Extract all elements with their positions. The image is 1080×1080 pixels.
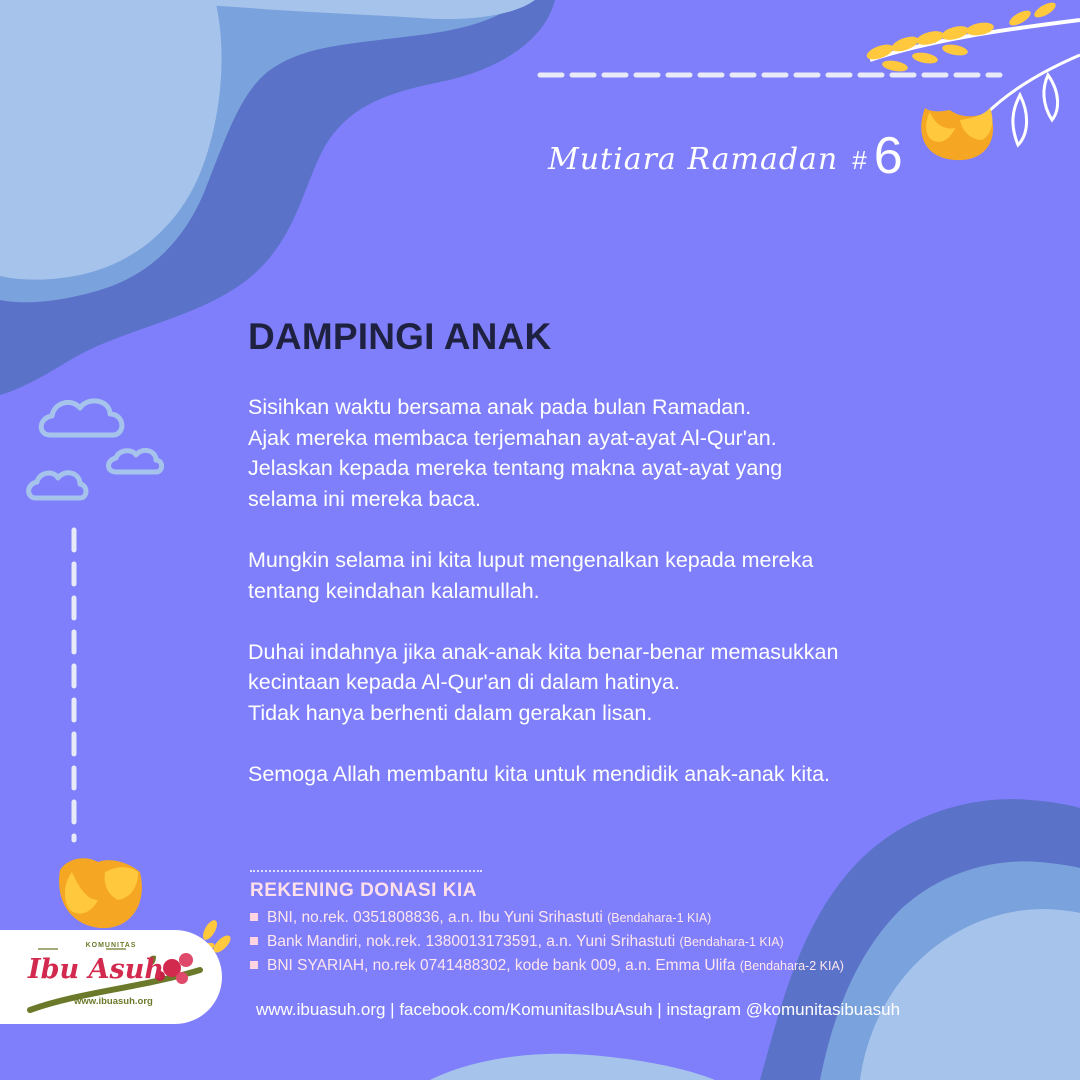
donation-account-text: Bank Mandiri, nok.rek. 1380013173591, a.n. Yuni Srihastuti [267,933,676,950]
article-line: Semoga Allah membantu kita untuk mendidik anak-anak kita. [248,762,831,787]
article-line: Mungkin selama ini kita luput mengenalkan kepada mereka [248,547,814,572]
article-line: Duhai indahnya jika anak-anak kita benar-benar memasukkan [248,639,839,664]
blob-bottom-center [430,1054,715,1080]
donation-list [250,906,844,978]
donation-account [250,930,844,954]
article-line: selama ini mereka baca. [248,486,482,511]
logo-url[interactable]: www.ibuasuh.org [74,996,153,1007]
donation-title: REKENING DONASI KIA [250,880,477,901]
article-paragraph [248,392,1008,514]
donation-account-note: (Bendahara-1 KIA) [607,911,712,925]
wheat-branch-icon [865,0,1080,73]
article-line: Ajak mereka membaca terjemahan ayat-ayat Al-Qur'an. [248,425,777,450]
article-line: Jelaskan kepada mereka tentang makna ayat-ayat yang [248,456,783,481]
cloud-icon [41,401,122,435]
series-title-text: Mutiara Ramadan [548,142,839,177]
donation-account-text: BNI SYARIAH, no.rek 0741488302, kode bank 009, a.n. Emma Ulifa [267,957,736,974]
article-line: tentang keindahan kalamullah. [248,578,540,603]
footer-links: www.ibuasuh.org | facebook.com/KomunitasIbuAsuh | instagram @komunitasibuasuh [256,1000,901,1019]
article-line: Sisihkan waktu bersama anak pada bulan Ramadan. [248,395,752,419]
donation-account [250,906,844,930]
article-heading: DAMPINGI ANAK [248,316,552,357]
series-number: 6 [873,127,904,185]
donation-account-note: (Bendahara-1 KIA) [679,935,784,949]
bullet-icon [250,913,258,921]
series-hash: # [852,145,868,175]
logo-subtitle: KOMUNITAS [85,942,137,949]
article-line: kecintaan kepada Al-Qur'an di dalam hatinya. [248,670,680,695]
donation-account-note: (Bendahara-2 KIA) [739,959,844,973]
article-body [248,392,1008,790]
dotted-divider [250,870,482,872]
donation-account-text: BNI, no.rek. 0351808836, a.n. Ibu Yuni Srihastuti [267,909,603,926]
donation-account [250,954,844,978]
article-paragraph [248,545,1008,606]
article-paragraph [248,637,1008,729]
logo-title: Ibu Asuh [28,954,164,985]
series-title [548,122,904,185]
wheat-branch-icon [985,55,1080,145]
cloud-icon [29,473,86,498]
article-paragraph [248,759,1008,790]
flower-icon [59,858,142,928]
bullet-icon [250,961,258,969]
bullet-icon [250,937,258,945]
article-line: Tidak hanya berhenti dalam gerakan lisan. [248,700,653,725]
flower-icon [921,108,993,160]
cloud-icon [109,450,162,472]
